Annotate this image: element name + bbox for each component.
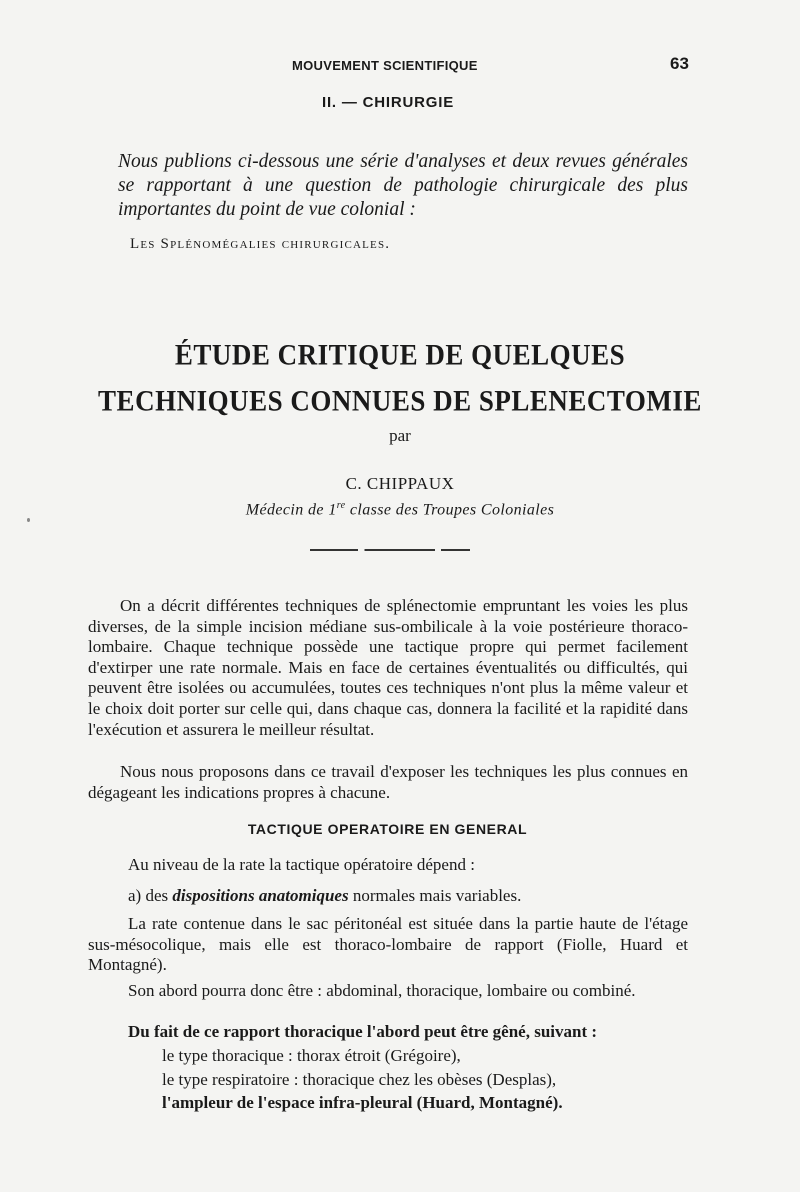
dispositions-line: [128, 886, 728, 906]
du-fait-line: Du fait de ce rapport thoracique l'abord peut être gêné, suivant :: [128, 1022, 598, 1041]
tactic-heading: TACTIQUE OPERATOIRE EN GENERAL: [247, 821, 528, 837]
affiliation-pre: Médecin de 1: [245, 501, 337, 519]
author-affiliation: [0, 500, 800, 519]
list-item: le type respiratoire : thoracique chez les obèses (Desplas),: [162, 1070, 557, 1089]
running-title: MOUVEMENT SCIENTIFIQUE: [292, 58, 478, 73]
intro-subject: Les Splénomégalies chirurgicales.: [130, 236, 391, 252]
article-title-line1: ÉTUDE CRITIQUE DE QUELQUES: [174, 338, 626, 372]
byline: par: [389, 426, 411, 445]
intro-paragraph: Nous publions ci-dessous une série d'analyses et deux revues générales se rapportant à une question de pathologie chirurgicale des plus importantes du point de vue colonial :: [118, 151, 688, 220]
body-paragraph-4: Son abord pourra donc être : abdominal, thoracique, lombaire ou combiné.: [128, 981, 636, 1000]
body-paragraph-2: Nous nous proposons dans ce travail d'exposer les techniques les plus connues en dégageant les indications propres à chacune.: [88, 762, 688, 802]
list-item: le type thoracique : thorax étroit (Grégoire),: [162, 1046, 461, 1065]
body-paragraph-3: La rate contenue dans le sac péritonéal est située dans la partie haute de l'étage sus-mésocolique, mais elle est thoraco-lombaire de rapport (Fiolle, Huard et Montagné).: [88, 914, 688, 975]
body-paragraph-1: On a décrit différentes techniques de splénectomie empruntant les voies les plus diverses, de la simple incision médiane sus-ombilicale à la voie postérieure thoraco-lombaire. Chaque technique possède une tactique propre qui permet facilement d'extirper une rate normale. Mais en face de certaines éventualités ou difficultés, qui peuvent être isolées ou accumulées, toutes ces techniques n'ont plus la même valeur et le choix doit porter sur celle qui, dans chaque cas, donnera la facilité et la rapidité dans l'exécution et assurera le meilleur résultat.: [88, 596, 688, 739]
author-name: C. CHIPPAUX: [345, 474, 455, 493]
affiliation-post: classe des Troupes Coloniales: [345, 501, 555, 519]
disp-italic: dispositions anatomiques: [172, 886, 349, 905]
print-speck: [27, 518, 30, 522]
article-title-line2: TECHNIQUES CONNUES DE SPLENECTOMIE: [98, 384, 702, 418]
disp-post: normales mais variables.: [348, 886, 522, 905]
section-heading: II. — CHIRURGIE: [322, 94, 455, 111]
title-divider: [310, 549, 470, 551]
list-item: l'ampleur de l'espace infra-pleural (Huard, Montagné).: [162, 1093, 563, 1112]
affiliation-sup: re: [336, 500, 346, 511]
disp-pre: a) des: [128, 886, 173, 905]
page-number: 63: [670, 54, 689, 73]
niveau-line: Au niveau de la rate la tactique opératoire dépend :: [128, 855, 475, 874]
